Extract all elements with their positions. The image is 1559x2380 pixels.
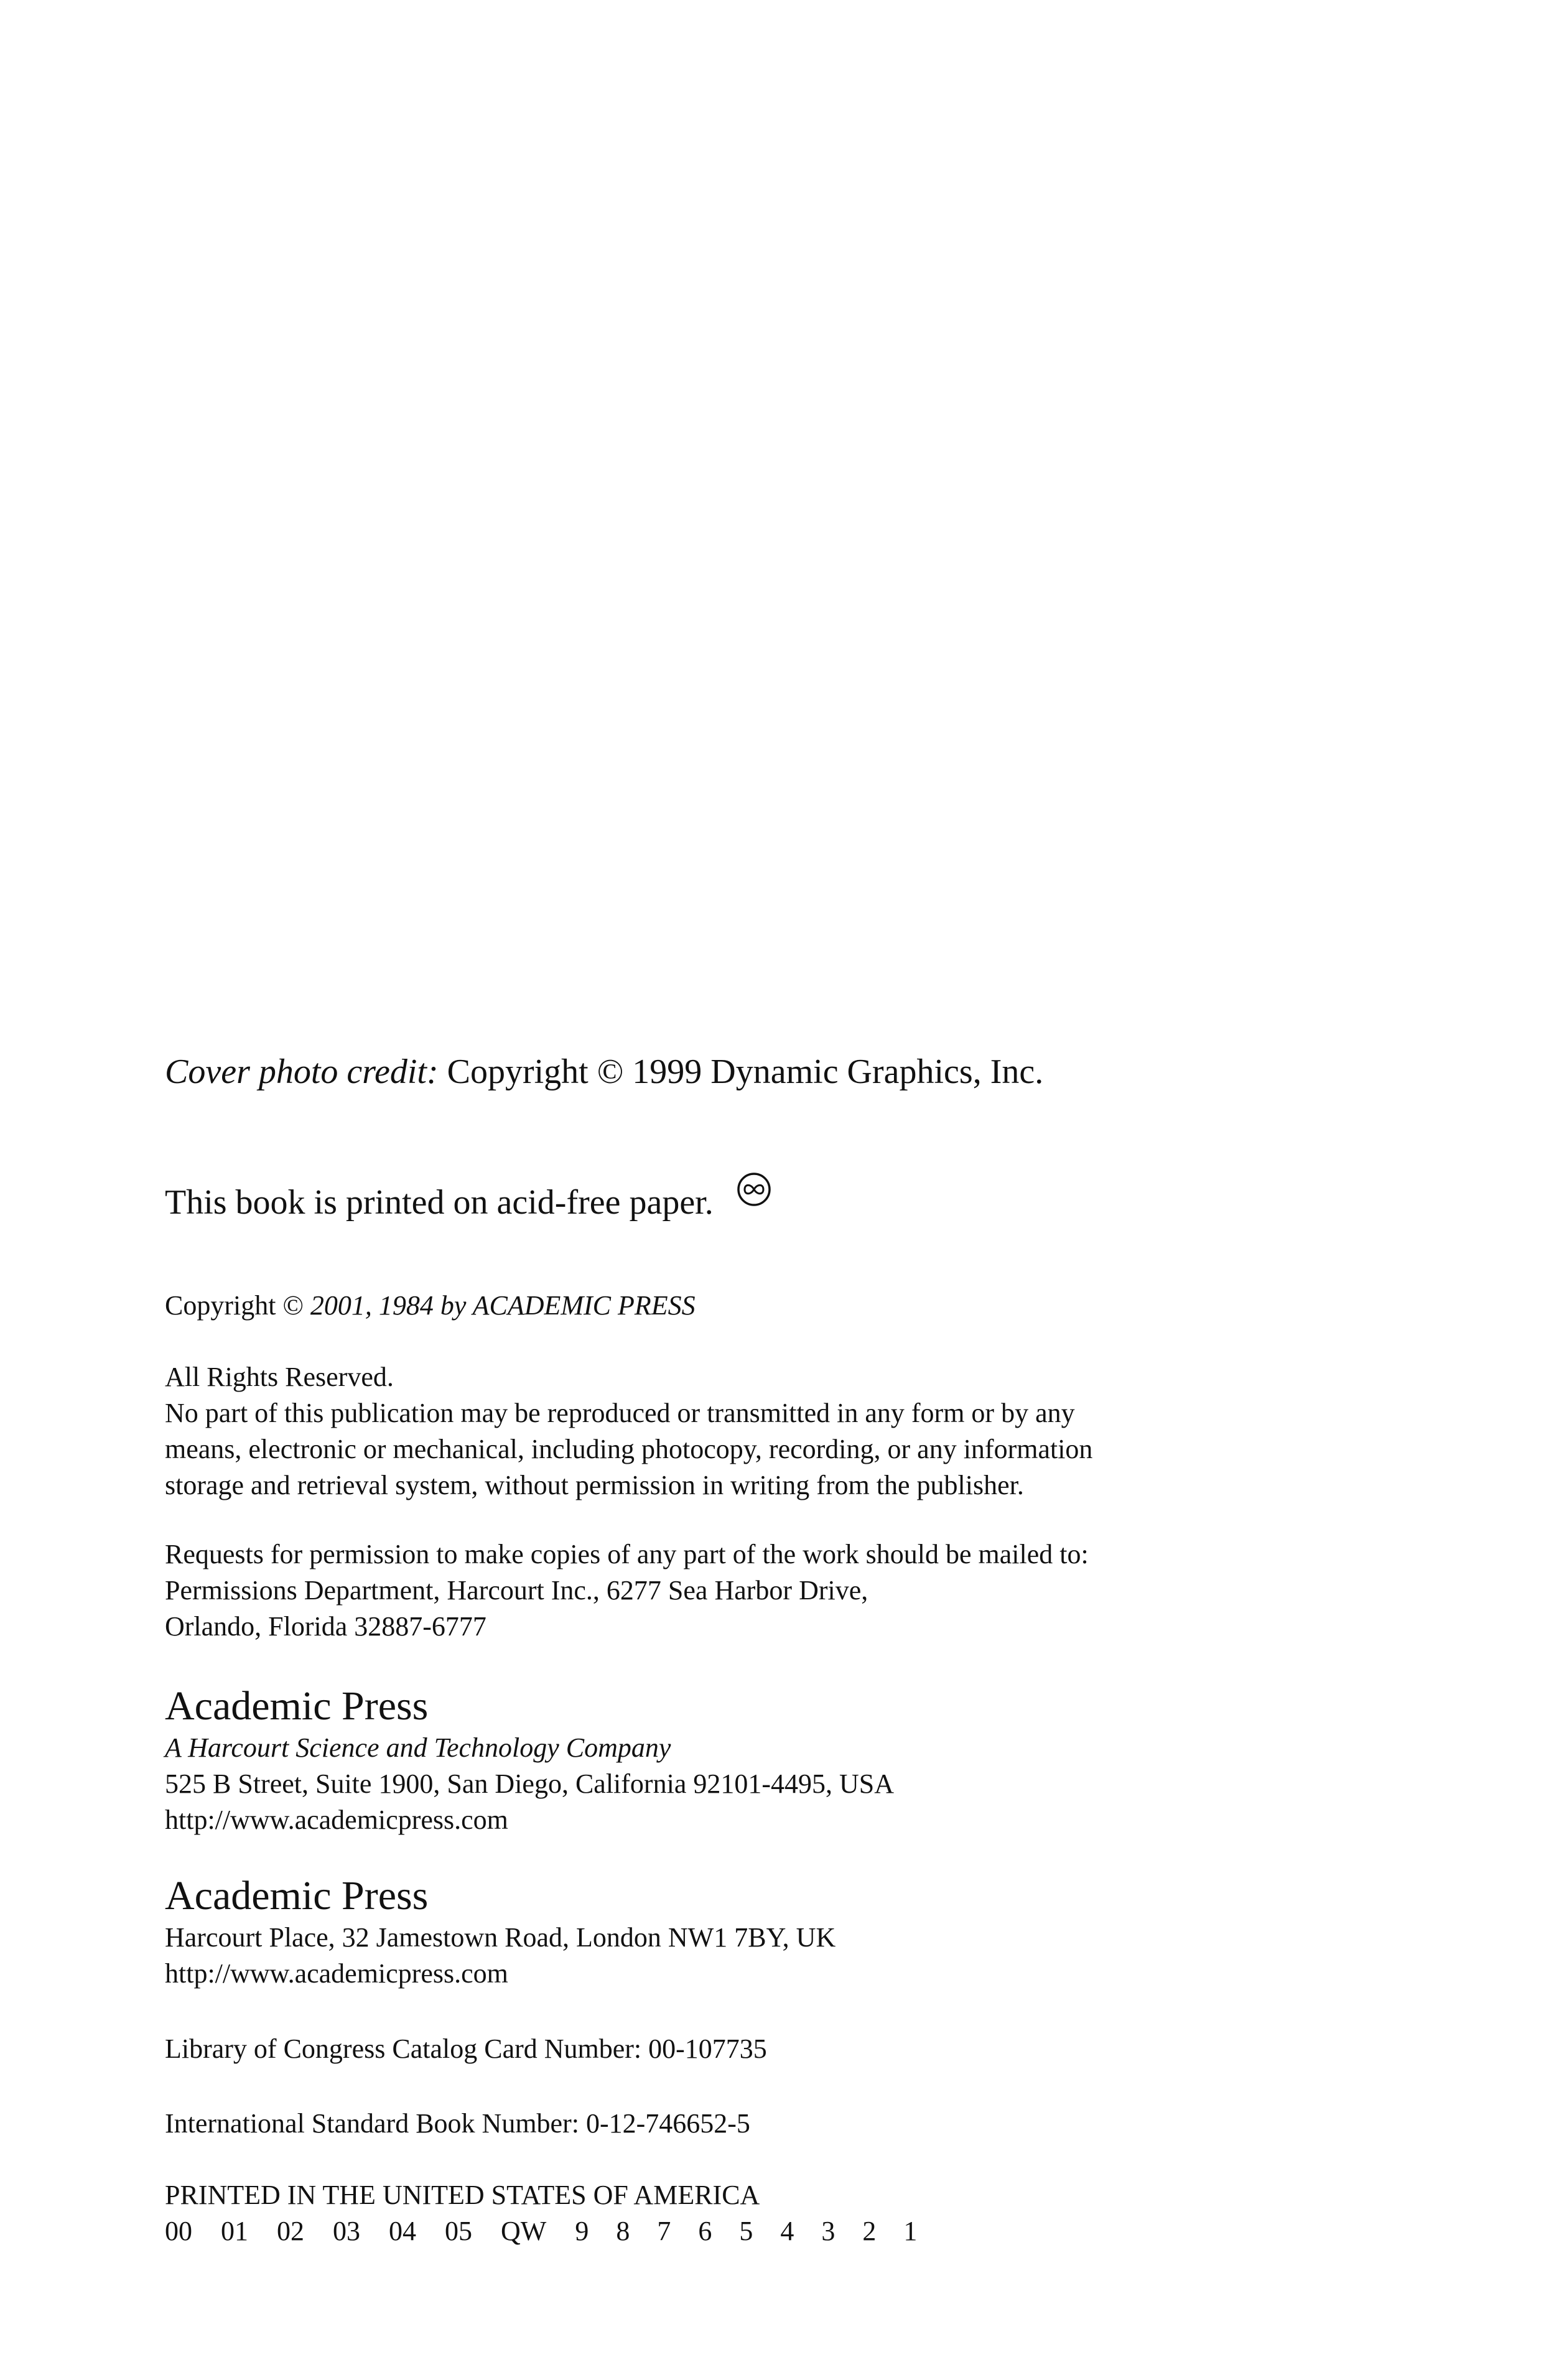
print-line-number: QW xyxy=(501,2216,547,2246)
printed-in-block xyxy=(165,2177,917,2249)
print-line-number: 01 xyxy=(221,2216,248,2246)
publisher-us-name: Academic Press xyxy=(165,1683,429,1729)
print-line-number: 4 xyxy=(780,2216,794,2246)
publisher-uk-address: Harcourt Place, 32 Jamestown Road, London NW1 7BY, UK xyxy=(165,1922,836,1953)
publisher-uk-name: Academic Press xyxy=(165,1873,429,1918)
publisher-us-address: 525 B Street, Suite 1900, San Diego, California 92101-4495, USA xyxy=(165,1768,895,1799)
requests-line: Orlando, Florida 32887-6777 xyxy=(165,1611,486,1642)
print-line-number: 02 xyxy=(277,2216,304,2246)
print-line-number: 8 xyxy=(616,2216,630,2246)
copyright-by: by xyxy=(433,1290,473,1321)
infinity-circle-icon xyxy=(736,1171,772,1217)
print-line-number: 6 xyxy=(698,2216,712,2246)
publisher-us-tagline: A Harcourt Science and Technology Company xyxy=(165,1732,671,1763)
print-line-number: 00 xyxy=(165,2216,192,2246)
copyright-prefix: Copyright © xyxy=(165,1290,310,1321)
print-line-numbers xyxy=(165,2213,917,2249)
acid-free-text: This book is printed on acid-free paper. xyxy=(165,1183,714,1222)
acid-free-notice xyxy=(165,1182,772,1229)
requests-line: Permissions Department, Harcourt Inc., 6277 Sea Harbor Drive, xyxy=(165,1575,868,1606)
printed-in-text: PRINTED IN THE UNITED STATES OF AMERICA xyxy=(165,2180,760,2210)
print-line-number: 3 xyxy=(821,2216,835,2246)
lccn-line: Library of Congress Catalog Card Number: 00-107735 xyxy=(165,2034,767,2064)
publisher-us xyxy=(165,1683,894,1838)
rights-line: All Rights Reserved. xyxy=(165,1362,394,1392)
print-line-number: 7 xyxy=(657,2216,671,2246)
copyright-line xyxy=(165,1288,696,1324)
cover-credit-text: Copyright © 1999 Dynamic Graphics, Inc. xyxy=(447,1053,1044,1091)
print-line-number: 2 xyxy=(862,2216,877,2246)
copyright-years: 2001, 1984 xyxy=(310,1290,434,1321)
rights-statement xyxy=(165,1359,1092,1504)
rights-line: No part of this publication may be reproduced or transmitted in any form or by any xyxy=(165,1398,1075,1428)
rights-line: means, electronic or mechanical, including photocopy, recording, or any information xyxy=(165,1434,1093,1464)
publisher-uk-url: http://www.academicpress.com xyxy=(165,1958,508,1989)
copyright-publisher: ACADEMIC PRESS xyxy=(472,1290,696,1321)
permission-requests xyxy=(165,1536,1089,1645)
rights-line: storage and retrieval system, without permission in writing from the publisher. xyxy=(165,1470,1024,1500)
print-line-number: 1 xyxy=(903,2216,918,2246)
isbn-line: International Standard Book Number: 0-12-746652-5 xyxy=(165,2108,750,2139)
print-line-number: 5 xyxy=(739,2216,753,2246)
print-line-number: 04 xyxy=(389,2216,416,2246)
print-line-number: 05 xyxy=(445,2216,472,2246)
publisher-us-url: http://www.academicpress.com xyxy=(165,1804,508,1835)
cover-credit-label: Cover photo credit: xyxy=(165,1053,439,1091)
print-line-number: 03 xyxy=(333,2216,360,2246)
cover-photo-credit xyxy=(165,1051,1043,1093)
requests-line: Requests for permission to make copies of any part of the work should be mailed to: xyxy=(165,1539,1089,1569)
publisher-uk xyxy=(165,1872,835,1992)
print-line-number: 9 xyxy=(575,2216,589,2246)
